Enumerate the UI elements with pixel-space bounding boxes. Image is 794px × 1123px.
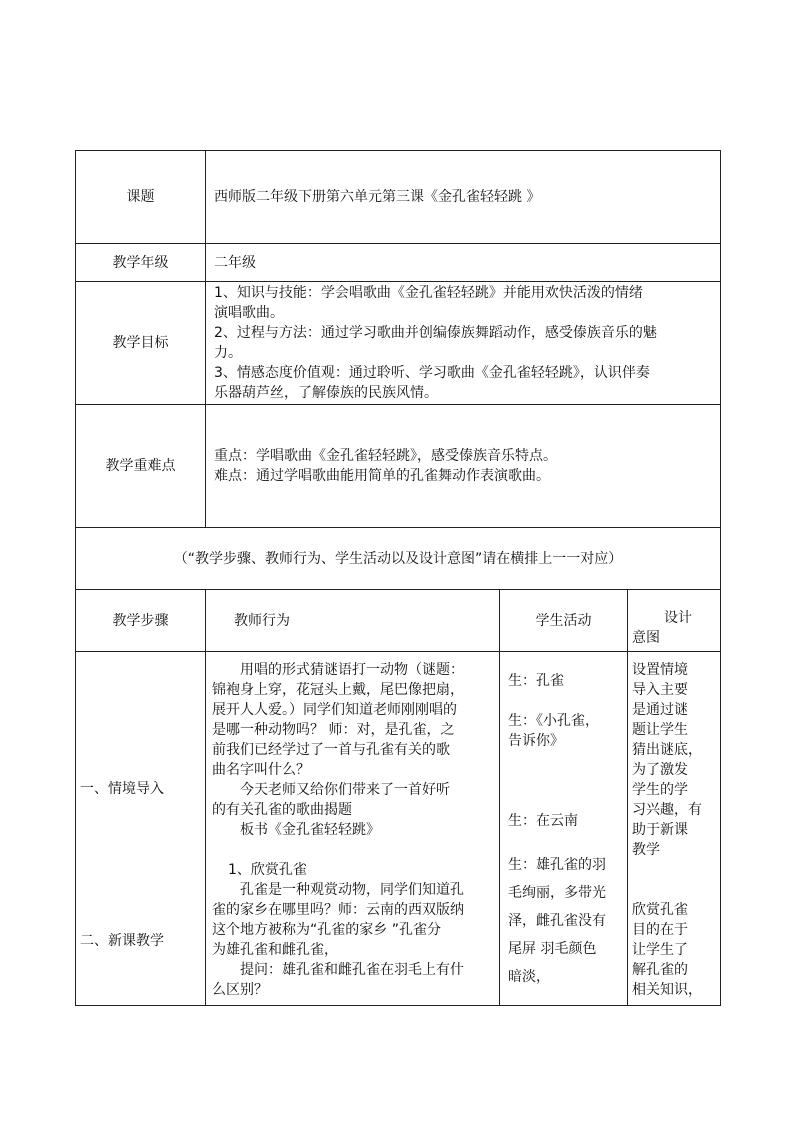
- grade-value: 二年级: [206, 244, 721, 282]
- student-line: 生：在云南: [508, 812, 578, 829]
- goals-label: 教学目标: [76, 282, 206, 405]
- column-header-design: [628, 590, 721, 652]
- key-point-line: 重点：学唱歌曲《金孔雀轻轻跳》，感受傣族音乐特点。: [214, 448, 557, 464]
- teacher-cell: [206, 652, 500, 1006]
- teacher-line: 展开人人爱。）同学们知道老师刚刚唱的: [212, 701, 457, 718]
- student-line: 生：孔雀: [508, 672, 564, 689]
- teacher-line: 为雄孔雀和雌孔雀，: [212, 941, 338, 958]
- design-line: 学生的学: [632, 781, 688, 798]
- teacher-line: 锦袍身上穿，花冠头上戴，尾巴像把扇，: [212, 681, 464, 698]
- teacher-line: 这个地方被称为“孔雀的家乡 ”孔雀分: [212, 921, 441, 938]
- design-line: 目的在于: [632, 921, 688, 938]
- grade-label: 教学年级: [76, 244, 206, 282]
- teacher-line: 今天老师又给你们带来了一首好听: [240, 781, 450, 798]
- row-grade: [76, 244, 721, 282]
- design-line: 是通过谜: [632, 701, 688, 718]
- design-line: 助于新课: [632, 821, 688, 838]
- key-points-content: [206, 405, 721, 528]
- teacher-line: 用唱的形式猜谜语打一动物（谜题：: [240, 661, 464, 678]
- design-line: 设置情境: [632, 661, 688, 678]
- row-topic: [76, 151, 721, 244]
- teacher-line: 雀的家乡在哪里吗？师：云南的西双版纳: [212, 901, 464, 918]
- teacher-line: 的有关孔雀的歌曲揭题: [212, 801, 352, 818]
- step-label: 二、新课教学: [80, 932, 164, 949]
- design-line: 为了激发: [632, 761, 688, 778]
- student-line: 暗淡，: [508, 968, 550, 985]
- design-line: 解孔雀的: [632, 961, 688, 978]
- row-column-headers: [76, 590, 721, 652]
- teacher-line: 前我们已经学过了一首与孔雀有关的歌: [212, 741, 450, 758]
- student-line: 毛绚丽，多带光: [508, 884, 606, 901]
- row-goals: [76, 282, 721, 405]
- teacher-line: 曲名字叫什么？: [212, 761, 310, 778]
- column-header-student: 学生活动: [500, 590, 628, 652]
- lesson-plan-table: [75, 150, 721, 1006]
- goals-line: 力。: [214, 345, 242, 361]
- goals-line: 乐器葫芦丝，了解傣族的民族风情。: [214, 385, 438, 401]
- teacher-line: 板书《金孔雀轻轻跳》: [240, 821, 380, 838]
- teacher-line: 么区别？: [212, 981, 268, 998]
- topic-value: 西师版二年级下册第六单元第三课《金孔雀轻轻跳 》: [206, 151, 721, 244]
- goals-line: 演唱歌曲。: [214, 305, 284, 321]
- design-line: 欣赏孔雀: [632, 901, 688, 918]
- student-line: 告诉你》: [508, 732, 564, 749]
- design-line: 导入主要: [632, 681, 688, 698]
- design-line: 猜出谜底，: [632, 741, 702, 758]
- design-header-line: 意图: [632, 630, 660, 646]
- design-line: 习兴趣，有: [632, 801, 702, 818]
- design-line: 让学生了: [632, 941, 688, 958]
- design-line: 相关知识，: [632, 981, 702, 998]
- student-line: 尾屏 羽毛颜色: [508, 940, 597, 957]
- key-points-label: 教学重难点: [76, 405, 206, 528]
- student-line: 生：《小孔雀，: [508, 712, 599, 729]
- student-line: 生：雄孔雀的羽: [508, 856, 606, 873]
- row-key-points: [76, 405, 721, 528]
- topic-label: 课题: [76, 151, 206, 244]
- step-label: 一、情境导入: [80, 780, 164, 797]
- key-point-line: 难点：通过学唱歌曲能用简单的孔雀舞动作表演歌曲。: [214, 468, 550, 484]
- goals-line: 2、过程与方法：通过学习歌曲并创编傣族舞蹈动作，感受傣族音乐的魅: [214, 325, 657, 341]
- column-header-teacher: 教师行为: [206, 590, 500, 652]
- teacher-line: 1、欣赏孔雀: [228, 861, 307, 878]
- design-cell: [628, 652, 721, 1006]
- student-cell: [500, 652, 628, 1006]
- design-header-line: 设计: [664, 610, 692, 626]
- teacher-line: 提问：雄孔雀和雌孔雀在羽毛上有什: [240, 961, 464, 978]
- row-note: [76, 528, 721, 590]
- design-line: 题让学生: [632, 721, 688, 738]
- column-header-step: 教学步骤: [76, 590, 206, 652]
- goals-line: 3、情感态度价值观：通过聆听、学习歌曲《金孔雀轻轻跳》，认识伴奏: [214, 365, 650, 381]
- row-body: [76, 652, 721, 1006]
- teacher-line: 是哪一种动物吗？ 师：对，是孔雀，之: [212, 721, 455, 738]
- goals-line: 1、知识与技能：学会唱歌曲《金孔雀轻轻跳》并能用欢快活泼的情绪: [214, 285, 643, 301]
- teacher-line: 孔雀是一种观赏动物，同学们知道孔: [240, 881, 464, 898]
- steps-cell: [76, 652, 206, 1006]
- goals-content: [206, 282, 721, 405]
- student-line: 泽，雌孔雀没有: [508, 912, 606, 929]
- alignment-note: （“教学步骤、教师行为、学生活动以及设计意图”请在横排上一一对应）: [76, 528, 721, 590]
- design-line: 教学: [632, 841, 660, 858]
